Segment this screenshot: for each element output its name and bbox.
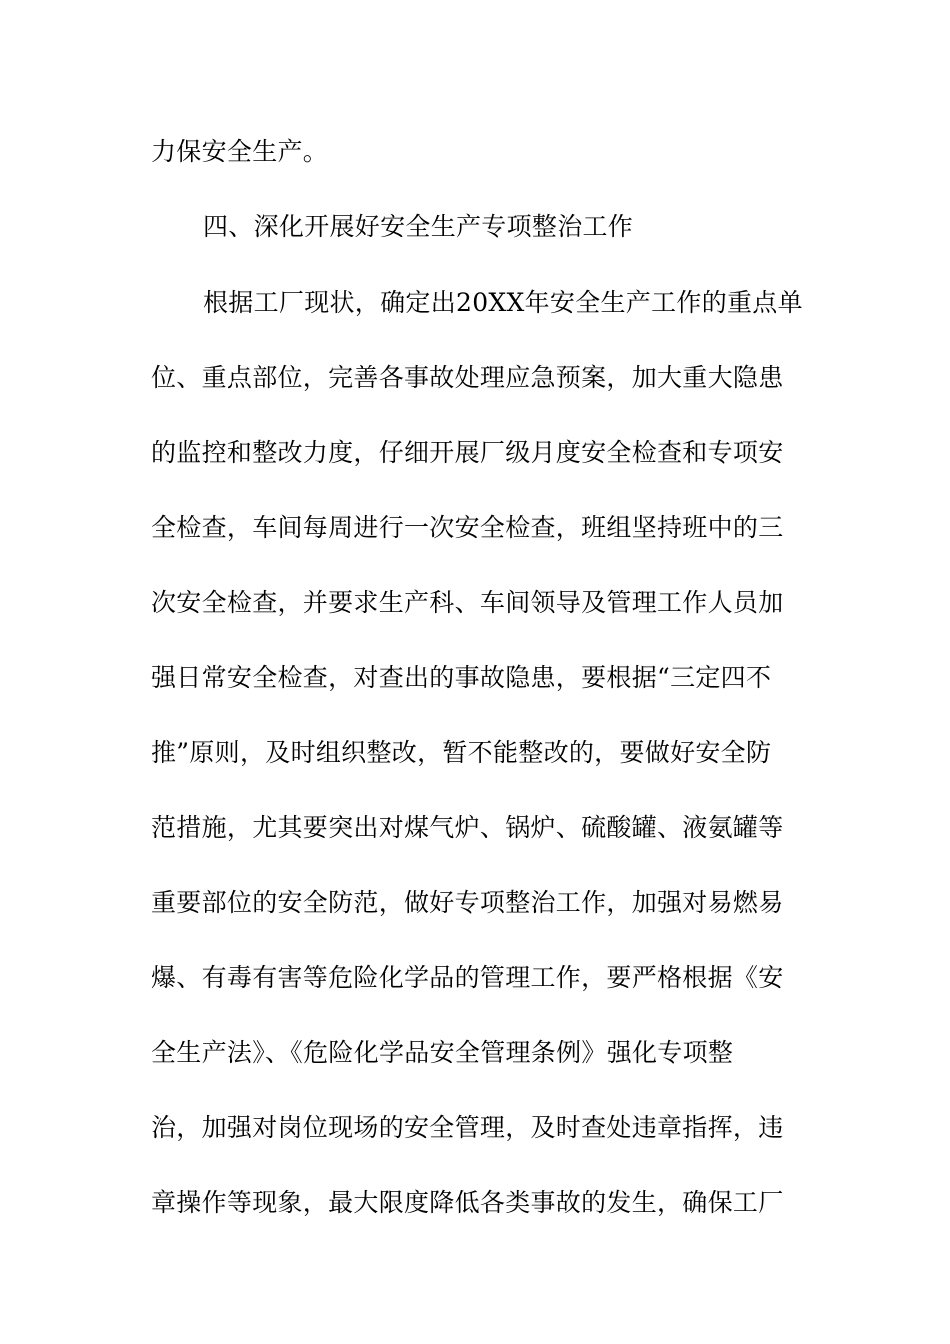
paragraph-line: 治，加强对岗位现场的安全管理，及时查处违章指挥，违 [151,1113,784,1142]
paragraph-line: 章操作等现象，最大限度降低各类事故的发生，确保工厂 [151,1188,784,1217]
paragraph-line: 爆、有毒有害等危险化学品的管理工作，要严格根据《安 [151,963,784,992]
paragraph-line: 重要部位的安全防范，做好专项整治工作，加强对易燃易 [151,888,784,917]
section-heading: 四、深化开展好安全生产专项整治工作 [203,212,634,241]
paragraph-line: 范措施，尤其要突出对煤气炉、锅炉、硫酸罐、液氨罐等 [151,813,784,842]
paragraph-line: 位、重点部位，完善各事故处理应急预案，加大重大隐患 [151,363,784,392]
paragraph-line: 全检查，车间每周进行一次安全检查，班组坚持班中的三 [151,513,784,542]
paragraph-line: 全生产法》、《危险化学品安全管理条例》强化专项整 [151,1038,734,1067]
paragraph-line: 强日常安全检查，对查出的事故隐患，要根据“三定四不 [151,663,772,692]
paragraph-line: 根据工厂现状，确定出20XX年安全生产工作的重点单 [203,288,803,317]
paragraph-line: 的监控和整改力度，仔细开展厂级月度安全检查和专项安 [151,438,784,467]
paragraph-line: 次安全检查，并要求生产科、车间领导及管理工作人员加 [151,588,784,617]
paragraph-line: 推”原则，及时组织整改，暂不能整改的，要做好安全防 [151,738,772,767]
paragraph-line: 力保安全生产。 [151,137,329,166]
